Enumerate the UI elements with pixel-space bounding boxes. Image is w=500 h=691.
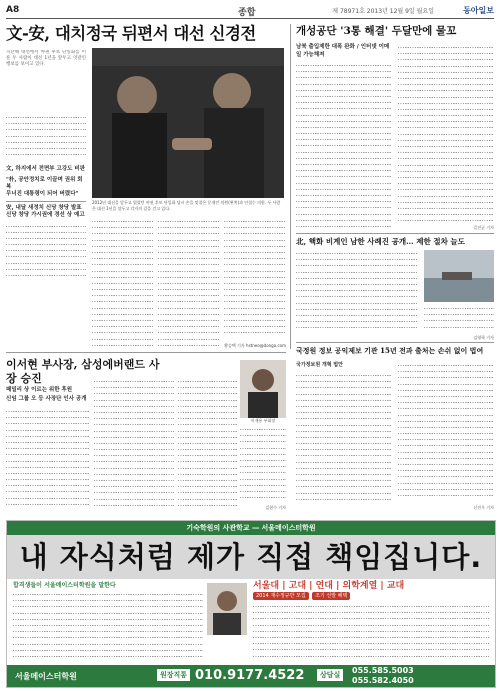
left-article-byline: 김현수 기자	[265, 505, 286, 510]
subhead-3b: 신당 창당 가시권에 경선 상 예고	[6, 211, 85, 218]
ad-right-title: 서울대 | 고대 | 연대 | 의학계열 | 교대	[253, 581, 405, 591]
left-article-body-a	[6, 408, 90, 512]
left-article-headline: 이서현 부사장, 삼성에버랜드 사장 승진	[6, 358, 160, 385]
consult-phone-1[interactable]: 055.585.5003	[352, 666, 414, 675]
right-article-3-body-a	[296, 372, 391, 502]
subhead-2b: 무너진 대통령이 되어 버렸다"	[6, 191, 79, 197]
right-article-1-body-a	[296, 62, 391, 230]
left-article-body-c	[178, 378, 238, 512]
ad-footer	[7, 665, 495, 687]
main-body-col-4	[224, 218, 286, 342]
right-article-2-byline: 김영학 기자	[473, 335, 494, 340]
ad-testimonials	[13, 583, 203, 661]
right-article-1-body-b	[398, 44, 494, 224]
ad-right-text	[253, 603, 489, 659]
mid-article-body	[240, 426, 286, 506]
left-article-subhead-1: 패밀리 상 이르는 위한 후원	[6, 387, 73, 393]
right-article-3-body-b	[398, 362, 494, 502]
main-byline: 황승택 기자 hstneo@donga.com	[224, 343, 286, 348]
phone-label: 원장직통	[157, 669, 190, 681]
right-article-3-byline: 신진우 기자	[473, 505, 494, 510]
lead-text-block	[6, 50, 86, 112]
boat-photo-illustration	[424, 250, 494, 302]
person-photo	[240, 360, 286, 418]
portrait-illustration	[240, 360, 286, 418]
ad-foot-brand: 서울메이스터학원	[15, 672, 77, 681]
main-body-col-2	[92, 218, 154, 348]
subhead-1: 文, 하지에서 전면부 고강도 비판	[6, 166, 86, 172]
right-article-1-headline: 개성공단 '3통 해결' 두달만에 물꼬	[296, 25, 457, 37]
newspaper-logo: 동아일보	[463, 6, 494, 15]
ad-right-info	[253, 583, 489, 659]
ad-top-banner: 기숙학원의 사관학교 ― 서울메이스터학원	[7, 521, 495, 535]
body-text-block	[6, 114, 86, 162]
subhead-3a: 安, 내달 새정치 신당 창당 발표	[6, 204, 82, 211]
right-article-3-headline: 국정원 정보 공익제보 기관 15년 전과 출처는 손쉬 없이 법여	[296, 346, 484, 355]
ad-pill-1[interactable]: 2014 재수정규반 모집	[253, 592, 309, 600]
ad-pill-2[interactable]: 조기 선발 혜택	[312, 592, 350, 600]
subhead-2a: "朴, 공안정치로 이끌며 권위 회복	[6, 177, 83, 190]
section-title: 종합	[238, 8, 256, 18]
ad-left-title: 합격생들이 서울메이스터학원을 말한다	[13, 582, 116, 589]
main-article-lead-column	[6, 50, 86, 283]
consult-label: 상담실	[317, 669, 343, 681]
ad-headline: 내 자식처럼 제가 직접 책임집니다.	[7, 535, 495, 579]
sea-photo	[424, 250, 494, 302]
consult-phone-2[interactable]: 055.582.4050	[352, 676, 414, 685]
right-article-1-subhead: 남북 출입제한 대폭 완화 / 인터넷 이메일 가능해져	[296, 44, 390, 58]
right-article-3-subhead: 국가정보원 개혁 법안	[296, 362, 343, 368]
column-divider	[290, 24, 291, 349]
right-article-2-body-b	[424, 305, 494, 333]
person-caption: 이재용 부회장	[250, 418, 276, 423]
lead-text: 지난해 대선에서 야권 후보 단일화를 이룬 두 사람이 대선 1년을 앞두고 엇갈린 행보를 보이고 있다.	[6, 50, 86, 68]
phone-number[interactable]: 010.9177.4522	[195, 668, 305, 683]
ad-testimonial-text	[13, 591, 203, 661]
ad-pills	[253, 592, 489, 600]
divider	[296, 233, 494, 234]
ad-person-photo	[207, 583, 247, 635]
main-body-col-3	[158, 218, 220, 348]
divider	[296, 342, 494, 343]
right-article-2-headline: 北, 핵화 비계인 남한 사례진 공개… 제한 절차 늘도	[296, 237, 465, 246]
photo-caption: 2012년 대선을 앞두고 열렸던 야권 후보 단일화 당시 손을 맞잡은 문재인 의원(왼쪽)과 안철수 의원. 두 사람은 대선 1년을 앞두고 각자의 길을 걷고 있다.	[92, 200, 281, 211]
page-number: A8	[6, 5, 20, 15]
advertisement[interactable]	[6, 520, 496, 688]
ad-body	[7, 579, 495, 665]
photo-handshake-illustration	[92, 48, 284, 198]
main-headline: 文-安, 대치정국 뒤편서 대선 신경전	[6, 24, 256, 43]
divider	[6, 352, 286, 353]
left-article-subhead-2: 신임 그룹 오 등 사장단 인사 공개	[6, 396, 87, 402]
news-photo	[92, 48, 284, 198]
left-article-body-b	[94, 378, 174, 512]
body-text-block-2	[6, 223, 86, 283]
right-article-2-body	[296, 250, 418, 332]
masthead	[6, 4, 494, 19]
ad-portrait-illustration	[207, 583, 247, 635]
right-article-1-byline: 길진균 기자	[473, 225, 494, 230]
issue-info: 제 78971호 2013년 12월 9일 월요일	[332, 8, 434, 15]
